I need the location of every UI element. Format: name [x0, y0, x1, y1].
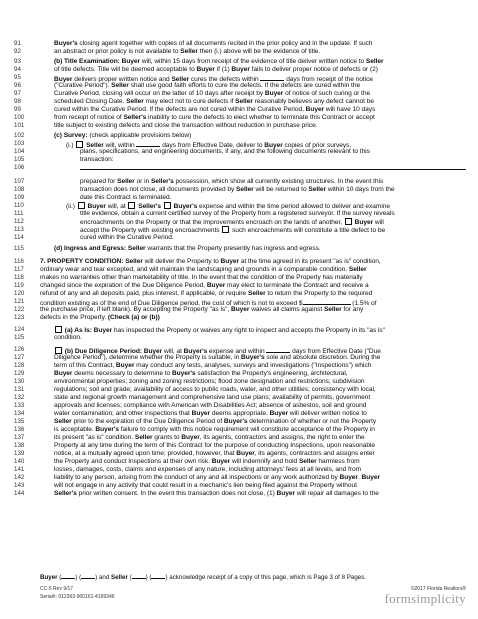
- line-number: 101: [14, 122, 25, 129]
- line-142: liability to any person, arising from the conduct of any and all inspections or any work authorized by Buyer. Buyer: [54, 474, 380, 481]
- line-number: 139: [14, 450, 25, 457]
- line-94: of title defects. Title will be deemed acceptable to Buyer if (1) Buyer fails to deliver proper notice of defects or (2): [54, 66, 378, 73]
- line-92: an abstract or prior policy is not available to Seller then (i.) above will be the evidence of title.: [54, 48, 321, 55]
- line-108: transaction does not close, all documents provided by Seller will be returned to Seller within 10 days from the: [80, 186, 395, 193]
- line-141: losses, damages, costs, claims and expenses of any nature, including attorneys' fees at all levels, and from: [54, 466, 362, 473]
- line-107: prepared for Seller or in Seller's possession, which show all currently existing structures. In the event this: [80, 178, 384, 185]
- line-number: 119: [14, 282, 24, 289]
- line-110: (ii.) Buyer will, at Seller's Buyer's expense and within the time period allowed to deliver and examine: [66, 203, 391, 210]
- serial-number: Serial#: 012363-900161-4169346: [40, 594, 115, 600]
- line-number: 118: [14, 274, 24, 281]
- buyer-initials-2[interactable]: [81, 572, 95, 579]
- line-95: Buyer delivers proper written notice and Seller cures the defects within days from receipt of the notice: [54, 76, 373, 83]
- line-144: Seller's prior written consent. In the event this transaction does not close, (1) Buyer will repair all damages to the: [54, 490, 379, 497]
- line-number: 112: [14, 218, 24, 225]
- line-number: 124: [14, 326, 25, 333]
- line-113: accept the Property with existing encroachments such encroachments will constitute a title defect to be: [80, 227, 386, 234]
- form-code: CC-5 Rev 9/17: [40, 586, 74, 592]
- line-number: 113: [14, 226, 24, 233]
- line-105: transaction:: [80, 156, 114, 163]
- line-number: 111: [14, 210, 24, 217]
- line-114: cured within the Curative Period.: [80, 234, 174, 241]
- line-number: 132: [14, 394, 25, 401]
- line-number: 110: [14, 202, 24, 209]
- sellers-expense-checkbox[interactable]: [128, 202, 135, 209]
- line-116: 7. PROPERTY CONDITION: Seller will deliver the Property to Buyer at the time agreed in its present "as is" condition,: [40, 258, 381, 265]
- line-number: 116: [14, 258, 24, 265]
- line-number: 117: [14, 266, 24, 273]
- line-115: (d) Ingress and Egress: Seller warrants that the Property presently has ingress and egress.: [54, 245, 321, 252]
- line-number: 98: [14, 98, 21, 105]
- curative-days-field[interactable]: [260, 74, 284, 81]
- line-111: title evidence, obtain a current certified survey of the Property from a registered surveyor. If the survey reveals: [80, 210, 395, 217]
- line-122: the purchase price, if left blank). By accepting the Property "as is", Buyer waives all claims against Seller for any: [40, 306, 364, 313]
- line-133: approvals and licenses; compliance with American with Disabilities Act; absence of asbestos, soil and ground: [54, 402, 367, 409]
- line-103: (i.) Seller will, within days from Effective Date, deliver to Buyer copies of prior surveys,: [66, 142, 352, 149]
- survey-days-field[interactable]: [136, 140, 160, 147]
- line-number: 100: [14, 114, 25, 121]
- line-139: notice, at a mutually agreed upon time; provided, however, that Buyer, its agents, contractors and assigns enter: [54, 450, 375, 457]
- line-number: 127: [14, 354, 25, 361]
- line-93: (b) Title Examination: Buyer will, within 15 days from receipt of the evidence of title deliver written notice to Seller: [54, 58, 384, 65]
- line-109: date this Contract is terminated.: [80, 194, 172, 201]
- acknowledgment-line: Buyer ( ) ( ) and Seller ( ) ( ) acknowledge receipt of a copy of this page, which is Page 3 of 8 Pages.: [40, 574, 367, 581]
- line-number: 104: [14, 148, 25, 155]
- line-number: 94: [14, 66, 21, 73]
- line-number: 131: [14, 386, 25, 393]
- line-101: title subject to existing defects and close the transaction without reduction in purchase price.: [54, 122, 318, 129]
- line-121: condition existing as of the end of Due Diligence period, the cost of which is not to exceed $ (1.5% of: [40, 300, 377, 307]
- line-number: 97: [14, 90, 21, 97]
- accept-encroachments-checkbox[interactable]: [345, 218, 352, 225]
- line-129: Buyer deems necessary to determine to Buyer's satisfaction the Property's engineering, architectural,: [54, 370, 348, 377]
- line-number: 95: [14, 74, 21, 81]
- line-number: 137: [14, 434, 25, 441]
- line-number: 103: [14, 140, 25, 147]
- line-number: 140: [14, 458, 25, 465]
- line-136: is acceptable. Buyer's failure to comply with this notice requirement will constitute acceptance of the Property in: [54, 426, 375, 433]
- line-number: 105: [14, 156, 25, 163]
- line-number: 91: [14, 40, 21, 47]
- repair-cap-field[interactable]: [303, 298, 351, 305]
- survey-documents-field[interactable]: [80, 169, 466, 170]
- line-number: 136: [14, 426, 25, 433]
- line-135: Seller prior to the expiration of the Due Diligence Period of Buyer's determination of whether or not the Property: [54, 418, 377, 425]
- line-number: 121: [14, 298, 25, 305]
- line-number: 125: [14, 334, 25, 341]
- survey-buyer-checkbox[interactable]: [78, 202, 85, 209]
- line-97: Curative Period, closing will occur on the latter of 10 days after receipt by Buyer of notice of such curing or the: [54, 90, 371, 97]
- line-104: plans, specifications, and engineering documents, if any, and the following documents relevant to this: [80, 148, 370, 155]
- line-127: Diligence Period"), determine whether the Property is suitable, in Buyer's sole and absolute discretion. During the: [54, 354, 381, 361]
- line-number: 134: [14, 410, 25, 417]
- buyer-initials-1[interactable]: [61, 572, 75, 579]
- due-diligence-checkbox[interactable]: [55, 347, 62, 354]
- line-number: 92: [14, 48, 21, 55]
- formsimplicity-logo: formsimplicity: [384, 591, 466, 606]
- line-number: 123: [14, 314, 25, 321]
- line-number: 142: [14, 474, 25, 481]
- line-number: 135: [14, 418, 25, 425]
- seller-initials-2[interactable]: [151, 572, 165, 579]
- line-number: 130: [14, 378, 25, 385]
- line-number: 106: [14, 164, 25, 171]
- line-number: 114: [14, 234, 24, 241]
- line-number: 102: [14, 132, 25, 139]
- line-126: (b) Due Diligence Period: Buyer will, at Buyer's expense and within days from Effective Date ("Due: [54, 346, 466, 356]
- line-117: ordinary wear and tear excepted, and will maintain the landscaping and grounds in a comparable condition. Seller: [40, 266, 367, 273]
- line-number: 107: [14, 178, 25, 185]
- line-number: 122: [14, 306, 25, 313]
- line-119: changed since the expiration of the Due Diligence Period, Buyer may elect to terminate the Contract and receive a: [40, 282, 369, 289]
- encroachments-defect-checkbox[interactable]: [222, 226, 229, 233]
- line-number: 115: [14, 245, 24, 252]
- buyers-expense-checkbox[interactable]: [164, 202, 171, 209]
- line-98: scheduled Closing Date. Seller may elect not to cure defects if Seller reasonably believes any defect cannot be: [54, 98, 374, 105]
- line-130: environmental properties; zoning and zoning restrictions; flood zone designation and restrictions; subdivision: [54, 378, 365, 385]
- line-number: 120: [14, 290, 25, 297]
- line-number: 133: [14, 402, 25, 409]
- line-125: condition.: [54, 334, 82, 341]
- line-134: water contamination; and other inspections that Buyer deems appropriate. Buyer will deliver written notice to: [54, 410, 367, 417]
- line-100: from receipt of notice of Seller's inability to cure the defects to elect whether to terminate this Contract or accept: [54, 114, 375, 121]
- copyright: ©2017 Florida Realtors®: [410, 586, 466, 592]
- line-128: term of this Contract, Buyer may conduct any tests, analyses, surveys and investigations ("Inspections") which: [54, 362, 372, 369]
- line-118: makes no warranties other than marketability of title. In the event that the condition of the Property has materially: [40, 274, 363, 281]
- due-diligence-days-field[interactable]: [266, 346, 290, 353]
- line-number: 141: [14, 466, 25, 473]
- line-number: 99: [14, 106, 21, 113]
- line-132: state and regional growth management and comprehensive land use plans; availability of permits, government: [54, 394, 371, 401]
- line-99: cured within the Curative Period. If the defects are not cured within the Curative Period, Buyer will have 10 days: [54, 106, 376, 113]
- line-143: will not engage in any activity that could result in a mechanic's lien being filed against the Property without: [54, 482, 357, 489]
- line-number: 128: [14, 362, 25, 369]
- line-102: (c) Survey: (check applicable provisions below): [54, 132, 192, 139]
- line-112: encroachments on the Property or that the improvements encroach on the lands of another, Buyer will: [80, 219, 384, 226]
- seller-initials-1[interactable]: [132, 572, 146, 579]
- line-number: 93: [14, 58, 21, 65]
- survey-seller-checkbox[interactable]: [76, 141, 83, 148]
- line-138: Property at any time during the term of this Contract for the purpose of conducting Inspections, upon reasonable: [54, 442, 375, 449]
- line-number: 143: [14, 482, 25, 489]
- line-96: ("Curative Period"). Seller shall use good faith efforts to cure the defects. If the defects are cured within the: [54, 82, 361, 89]
- line-140: the Property and conduct Inspections at their own risk. Buyer will indemnify and hold Seller harmless from: [54, 458, 360, 465]
- line-number: 108: [14, 186, 25, 193]
- line-number: 129: [14, 370, 25, 377]
- line-123: defects in the Property. (Check (a) or (b)): [40, 314, 160, 321]
- line-120: refund of any and all deposits paid, plus interest, if applicable, or require Seller to return the Property to the required: [40, 290, 373, 297]
- line-91: Buyer's closing agent together with copies of all documents recited in the prior policy and in the update. If such: [54, 40, 373, 47]
- line-124: (a) As Is: Buyer has inspected the Property or waives any right to inspect and accepts the Property in its "as is": [54, 326, 466, 335]
- as-is-checkbox[interactable]: [55, 326, 62, 333]
- line-number: 126: [14, 346, 25, 353]
- line-131: regulations; soil and grade; availability of access to public roads, water, and other utilities; consistency with local,: [54, 386, 376, 393]
- line-number: 144: [14, 490, 25, 497]
- line-number: 138: [14, 442, 25, 449]
- line-number: 109: [14, 194, 25, 201]
- line-137: its present "as is" condition. Seller grants to Buyer, its agents, contractors and assigns, the right to enter the: [54, 434, 365, 441]
- line-number: 96: [14, 82, 21, 89]
